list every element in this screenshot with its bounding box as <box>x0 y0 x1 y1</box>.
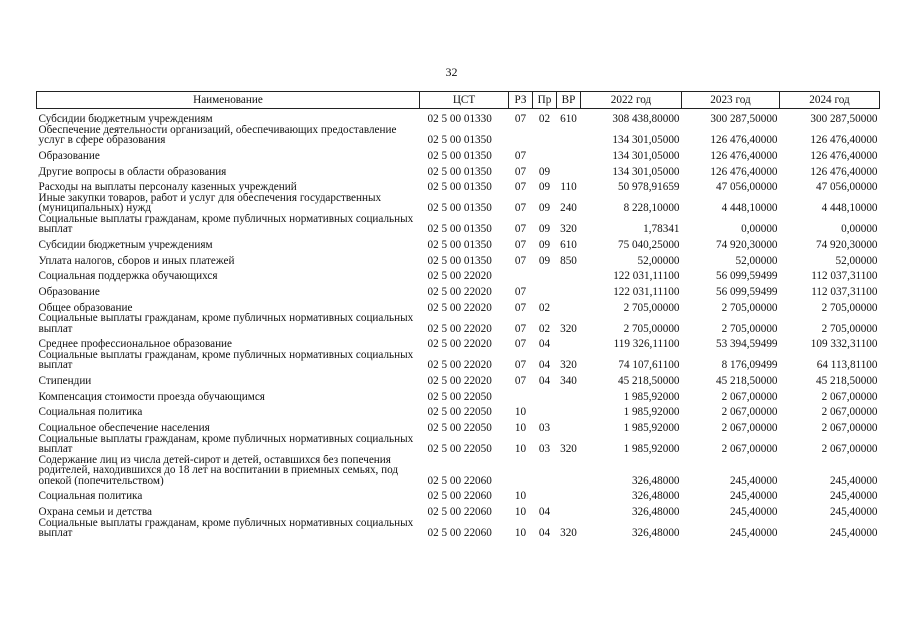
cell-2022: 134 301,05000 <box>612 134 680 146</box>
cell-name: Субсидии бюджетным учреждениям <box>38 113 213 125</box>
cell-cst: 02 5 00 01350 <box>427 238 492 251</box>
cell-pr <box>533 266 557 282</box>
cell-pr: 04 <box>538 527 551 539</box>
page-number: 32 <box>445 65 458 79</box>
cell-rz: 07 <box>514 181 527 193</box>
cell-2023: 74 920,30000 <box>715 238 778 251</box>
cell-pr <box>533 486 557 502</box>
cell-rz: 07 <box>514 238 527 251</box>
cell-name: Общее образование <box>38 301 133 314</box>
cell-2023: 52,00000 <box>735 254 778 267</box>
cell-2022: 326,48000 <box>631 474 680 487</box>
cell-2024: 2 705,00000 <box>821 301 878 314</box>
cell-vr <box>557 282 581 298</box>
cell-name: Социальные выплаты гражданам, кроме публичных нормативных социальных выплат <box>38 517 414 539</box>
cell-rz: 07 <box>514 165 527 178</box>
table-row <box>37 161 880 177</box>
cell-2024: 112 037,31100 <box>811 270 878 282</box>
cell-cst: 02 5 00 22060 <box>427 506 492 518</box>
cell-2022: 52,00000 <box>637 254 680 267</box>
cell-pr: 09 <box>538 254 551 267</box>
cell-2023: 4 448,10000 <box>721 202 778 214</box>
cell-2022: 326,48000 <box>631 527 680 539</box>
cell-pr <box>533 387 557 403</box>
table-row <box>37 455 880 487</box>
cell-name: Охрана семьи и детства <box>38 506 152 518</box>
cell-rz: 10 <box>514 443 527 455</box>
cell-name: Уплата налогов, сборов и иных платежей <box>38 254 235 267</box>
cell-rz: 07 <box>514 254 527 267</box>
cell-2024: 245,40000 <box>829 527 878 539</box>
cell-name: Расходы на выплаты персоналу казенных учреждений <box>38 181 297 193</box>
cell-2022: 1 985,92000 <box>623 406 680 418</box>
cell-rz: 07 <box>514 286 527 298</box>
cell-2024: 64 113,81100 <box>816 359 878 371</box>
cell-2023: 2 067,00000 <box>721 406 778 418</box>
cell-2023: 245,40000 <box>729 474 778 487</box>
cell-cst: 02 5 00 22050 <box>427 443 492 455</box>
cell-pr <box>533 455 557 487</box>
cell-vr <box>557 334 581 350</box>
cell-2022: 75 040,25000 <box>617 238 680 251</box>
table-row <box>37 486 880 502</box>
cell-2023: 2 705,00000 <box>721 301 778 314</box>
cell-2022: 308 438,80000 <box>612 113 680 125</box>
table-row <box>37 250 880 266</box>
cell-2023: 245,40000 <box>729 506 778 518</box>
cell-2022: 2 705,00000 <box>623 301 680 314</box>
table-row <box>37 334 880 350</box>
cell-2023: 2 067,00000 <box>721 390 778 403</box>
cell-2022: 134 301,05000 <box>612 149 680 162</box>
cell-pr: 09 <box>538 238 551 251</box>
table-row <box>37 434 880 455</box>
cell-vr: 320 <box>560 359 577 371</box>
table-header-row <box>37 92 880 109</box>
cell-rz: 07 <box>514 149 527 162</box>
cell-2024: 245,40000 <box>829 474 878 487</box>
cell-vr: 240 <box>560 202 577 214</box>
cell-name: Другие вопросы в области образования <box>38 165 227 178</box>
cell-vr: 320 <box>560 322 577 335</box>
cell-rz <box>509 455 533 487</box>
cell-2023: 8 176,09499 <box>721 359 778 371</box>
cell-vr: 850 <box>560 254 577 267</box>
header-2023: 2023 год <box>682 92 780 109</box>
cell-cst: 02 5 00 22060 <box>427 527 492 539</box>
budget-table <box>36 91 880 539</box>
header-name: Наименование <box>37 92 420 109</box>
cell-vr <box>557 298 581 314</box>
cell-2023: 0,00000 <box>741 223 778 235</box>
table-row <box>37 125 880 146</box>
cell-cst: 02 5 00 22020 <box>427 301 492 314</box>
cell-vr <box>557 266 581 282</box>
cell-2022: 45 218,50000 <box>617 375 680 387</box>
cell-pr: 04 <box>538 506 551 518</box>
cell-2023: 45 218,50000 <box>715 375 778 387</box>
cell-vr: 610 <box>560 238 577 251</box>
header-pr: Пр <box>533 92 557 109</box>
cell-name: Среднее профессиональное образование <box>38 338 233 350</box>
cell-2024: 2 067,00000 <box>821 406 878 418</box>
cell-vr: 610 <box>560 113 577 125</box>
cell-pr: 09 <box>538 165 551 178</box>
cell-pr <box>533 146 557 162</box>
cell-cst: 02 5 00 22020 <box>427 322 492 335</box>
cell-name: Социальная политика <box>38 490 143 502</box>
cell-2024: 2 705,00000 <box>821 322 878 335</box>
cell-name: Образование <box>38 149 100 162</box>
cell-rz: 07 <box>514 301 527 314</box>
cell-vr <box>557 455 581 487</box>
cell-rz: 07 <box>514 223 527 235</box>
cell-name: Содержание лиц из числа детей-сирот и детей, оставшихся без попечения родителей, находившихся до 18 лет на воспитании в приемных семьях, под опекой (попечительством) <box>38 454 399 487</box>
cell-2023: 47 056,00000 <box>715 181 778 193</box>
cell-2024: 112 037,31100 <box>811 286 878 298</box>
cell-name: Субсидии бюджетным учреждениям <box>38 238 213 251</box>
cell-pr: 03 <box>538 422 551 434</box>
cell-2022: 74 107,61100 <box>618 359 680 371</box>
cell-vr <box>557 402 581 418</box>
table-row <box>37 282 880 298</box>
cell-2024: 245,40000 <box>829 490 878 502</box>
cell-vr <box>557 387 581 403</box>
table-row <box>37 235 880 251</box>
cell-cst: 02 5 00 22020 <box>427 375 492 387</box>
cell-pr: 09 <box>538 181 551 193</box>
cell-rz: 07 <box>514 113 527 125</box>
cell-name: Образование <box>38 286 100 298</box>
cell-name: Социальная поддержка обучающихся <box>38 270 218 282</box>
table-row <box>37 350 880 371</box>
cell-cst: 02 5 00 01350 <box>427 254 492 267</box>
cell-2022: 122 031,11100 <box>613 270 680 282</box>
cell-2023: 2 067,00000 <box>721 422 778 434</box>
cell-vr: 320 <box>560 527 577 539</box>
cell-2024: 45 218,50000 <box>815 375 878 387</box>
cell-rz: 07 <box>514 322 527 335</box>
cell-2023: 53 394,59499 <box>715 338 778 350</box>
cell-2023: 2 705,00000 <box>721 322 778 335</box>
cell-name: Социальные выплаты гражданам, кроме публичных нормативных социальных выплат <box>38 433 414 455</box>
table-row <box>37 313 880 334</box>
cell-2024: 47 056,00000 <box>815 181 878 193</box>
cell-2023: 300 287,50000 <box>710 113 778 125</box>
header-2024: 2024 год <box>780 92 880 109</box>
table-body <box>37 109 880 539</box>
cell-name: Социальные выплаты гражданам, кроме публичных нормативных социальных выплат <box>38 213 414 235</box>
cell-2022: 1 985,92000 <box>623 443 680 455</box>
cell-cst: 02 5 00 22050 <box>427 390 492 403</box>
cell-cst: 02 5 00 01350 <box>427 165 492 178</box>
cell-2024: 245,40000 <box>829 506 878 518</box>
cell-vr <box>557 502 581 518</box>
cell-cst: 02 5 00 22060 <box>427 490 492 502</box>
cell-name: Социальная политика <box>38 406 143 418</box>
cell-name: Стипендии <box>38 375 92 387</box>
cell-2023: 126 476,40000 <box>710 149 778 162</box>
cell-2024: 0,00000 <box>841 223 878 235</box>
cell-2022: 2 705,00000 <box>623 322 680 335</box>
cell-pr: 04 <box>538 359 551 371</box>
cell-rz <box>509 387 533 403</box>
cell-2024: 109 332,31100 <box>810 338 878 350</box>
cell-2024: 52,00000 <box>835 254 878 267</box>
cell-name: Социальное обеспечение населения <box>38 422 210 434</box>
table-row <box>37 214 880 235</box>
cell-cst: 02 5 00 01330 <box>427 113 492 125</box>
cell-pr: 02 <box>538 301 551 314</box>
cell-cst: 02 5 00 01350 <box>427 134 492 146</box>
cell-pr: 09 <box>538 223 551 235</box>
cell-2023: 126 476,40000 <box>710 165 778 178</box>
cell-name: Иные закупки товаров, работ и услуг для обеспечения государственных (муниципальных) нужд <box>38 192 382 214</box>
cell-vr <box>557 146 581 162</box>
cell-cst: 02 5 00 22050 <box>427 422 492 434</box>
table-row <box>37 371 880 387</box>
table-row <box>37 146 880 162</box>
cell-vr: 110 <box>560 181 577 193</box>
cell-2023: 2 067,00000 <box>721 443 778 455</box>
cell-2024: 126 476,40000 <box>810 134 878 146</box>
cell-rz: 07 <box>514 359 527 371</box>
cell-cst: 02 5 00 01350 <box>427 223 492 235</box>
table-row <box>37 177 880 193</box>
cell-pr: 02 <box>538 113 551 125</box>
cell-pr: 09 <box>538 202 551 214</box>
cell-name: Компенсация стоимости проезда обучающимся <box>38 390 265 403</box>
table-row <box>37 266 880 282</box>
cell-cst: 02 5 00 22020 <box>427 338 492 350</box>
cell-2024: 4 448,10000 <box>821 202 878 214</box>
cell-rz <box>509 125 533 146</box>
cell-name: Социальные выплаты гражданам, кроме публичных нормативных социальных выплат <box>38 313 414 335</box>
cell-pr <box>533 402 557 418</box>
header-2022: 2022 год <box>581 92 682 109</box>
cell-name: Социальные выплаты гражданам, кроме публичных нормативных социальных выплат <box>38 349 414 371</box>
cell-vr <box>557 486 581 502</box>
cell-2022: 8 228,10000 <box>623 202 680 214</box>
cell-cst: 02 5 00 01350 <box>427 202 492 214</box>
cell-2022: 326,48000 <box>631 490 680 502</box>
cell-vr: 320 <box>560 443 577 455</box>
cell-pr: 02 <box>538 322 551 335</box>
cell-vr <box>557 161 581 177</box>
table-row <box>37 418 880 434</box>
cell-2022: 122 031,11100 <box>613 286 680 298</box>
cell-2022: 134 301,05000 <box>612 165 680 178</box>
cell-2022: 50 978,91659 <box>617 181 680 193</box>
cell-2022: 119 326,11100 <box>613 338 680 350</box>
cell-2022: 1 985,92000 <box>623 422 680 434</box>
cell-cst: 02 5 00 22050 <box>427 406 492 418</box>
cell-rz: 07 <box>514 375 527 387</box>
cell-rz: 07 <box>514 202 527 214</box>
cell-2024: 126 476,40000 <box>810 149 878 162</box>
cell-2024: 2 067,00000 <box>821 422 878 434</box>
table-row <box>37 502 880 518</box>
budget-table-container <box>36 91 879 539</box>
cell-vr: 340 <box>560 375 577 387</box>
cell-pr <box>533 282 557 298</box>
cell-cst: 02 5 00 22020 <box>427 270 492 282</box>
cell-rz: 10 <box>514 406 527 418</box>
cell-cst: 02 5 00 22020 <box>427 359 492 371</box>
cell-rz: 07 <box>514 338 527 350</box>
cell-2024: 74 920,30000 <box>815 238 878 251</box>
table-row <box>37 387 880 403</box>
cell-2024: 300 287,50000 <box>810 113 878 125</box>
header-vr: ВР <box>557 92 581 109</box>
cell-2023: 245,40000 <box>729 490 778 502</box>
cell-cst: 02 5 00 01350 <box>427 149 492 162</box>
cell-cst: 02 5 00 22020 <box>427 286 492 298</box>
table-row <box>37 518 880 539</box>
cell-cst: 02 5 00 22060 <box>427 474 492 487</box>
cell-2024: 2 067,00000 <box>821 390 878 403</box>
cell-rz <box>509 266 533 282</box>
cell-rz: 10 <box>514 422 527 434</box>
cell-cst: 02 5 00 01350 <box>427 181 492 193</box>
table-row <box>37 109 880 125</box>
cell-rz: 10 <box>514 490 527 502</box>
cell-2023: 126 476,40000 <box>710 134 778 146</box>
cell-2023: 245,40000 <box>729 527 778 539</box>
cell-pr: 03 <box>538 443 551 455</box>
table-row <box>37 193 880 214</box>
cell-pr <box>533 125 557 146</box>
cell-2022: 1,78341 <box>643 223 680 235</box>
cell-2022: 1 985,92000 <box>623 390 680 403</box>
table-row <box>37 298 880 314</box>
cell-2022: 326,48000 <box>631 506 680 518</box>
cell-name: Обеспечение деятельности организаций, обеспечивающих предоставление услуг в сфере образования <box>38 124 397 146</box>
cell-vr: 320 <box>560 223 577 235</box>
cell-2023: 56 099,59499 <box>715 270 778 282</box>
cell-pr: 04 <box>538 338 551 350</box>
header-cst: ЦСТ <box>420 92 509 109</box>
cell-2024: 126 476,40000 <box>810 165 878 178</box>
cell-2023: 56 099,59499 <box>715 286 778 298</box>
cell-2024: 2 067,00000 <box>821 443 878 455</box>
cell-pr: 04 <box>538 375 551 387</box>
cell-rz: 10 <box>514 527 527 539</box>
table-row <box>37 402 880 418</box>
header-rz: РЗ <box>509 92 533 109</box>
cell-vr <box>557 418 581 434</box>
cell-vr <box>557 125 581 146</box>
cell-rz: 10 <box>514 506 527 518</box>
